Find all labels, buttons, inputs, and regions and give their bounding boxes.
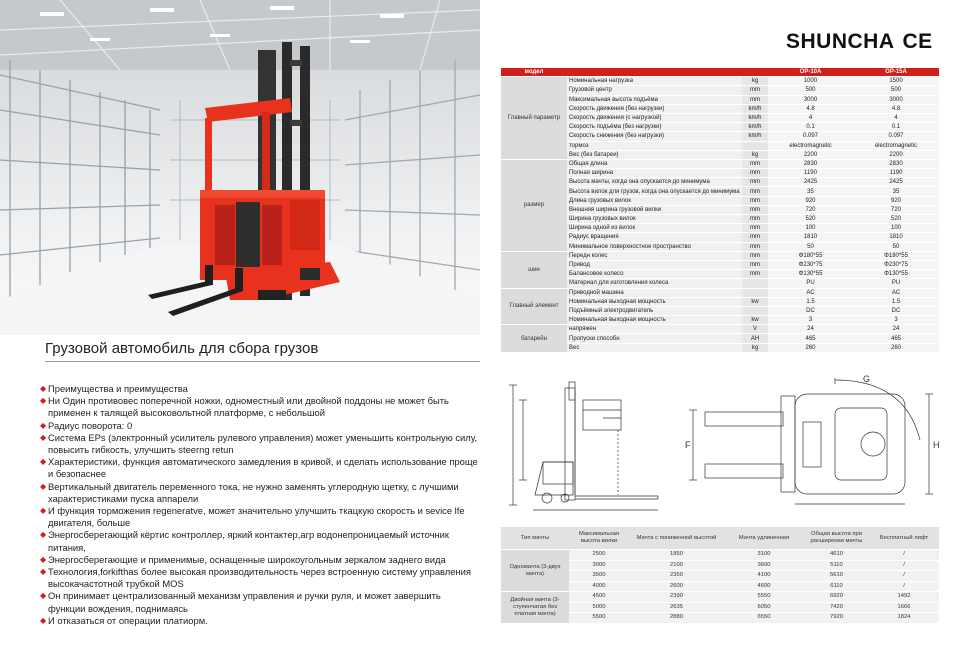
spec-cell-unit: kw (742, 316, 768, 325)
diamond-bullet-icon: ◆ (40, 567, 47, 577)
spec-cell-op10: 1190 (768, 169, 853, 178)
spec-cell-name: Грузовой центр (567, 86, 742, 95)
feature-text: Ни Один противовес поперечной ножки, одноместный или двойной поддоны не может быть применен к талящей высоковольтной платформе, с небольшой (48, 395, 449, 419)
spec-group-battery: батарейн (501, 325, 567, 353)
spec-cell-op10: 720 (768, 205, 853, 214)
list-item (40, 554, 480, 566)
spec-cell-op10: 260 (768, 343, 853, 352)
spec-cell-op10: DC (768, 306, 853, 315)
mast-group-single: Одномачта (3-двух мачта) (501, 550, 569, 592)
mast-header-cell: Максимальная высота вилки (569, 527, 629, 550)
table-row (501, 141, 939, 150)
spec-cell-op15: 2425 (853, 178, 939, 187)
spec-cell-op15: 3000 (853, 95, 939, 104)
spec-cell-name: Высота вилок для грузов, когда она опускается до минимума (567, 187, 742, 196)
mast-header-cell: Бесплатный лифт (869, 527, 939, 550)
feature-text: Энергосберегающий кёртис контроллер, яркий контактер,агр водонепроницаемый источник питания, (48, 529, 450, 553)
table-row (501, 159, 939, 168)
mast-cell: 5610 (804, 571, 869, 582)
spec-cell-op10: 500 (768, 86, 853, 95)
table-row (501, 77, 939, 86)
spec-cell-op15: 4.8 (853, 104, 939, 113)
spec-cell-name: Пропуски способн (567, 334, 742, 343)
spec-cell-name: Привод (567, 260, 742, 269)
spec-cell-op15: 0.097 (853, 132, 939, 141)
spec-cell-unit: mm (742, 205, 768, 214)
spec-header-op15: OP-15A (853, 68, 939, 77)
ce-mark: CE (902, 30, 933, 53)
table-row (501, 233, 939, 242)
mast-cell: 2880 (629, 613, 724, 624)
spec-cell-name: напряжен (567, 325, 742, 334)
spec-cell-op15: Φ130*55 (853, 270, 939, 279)
mast-cell: / (869, 560, 939, 571)
mast-cell: 5110 (804, 560, 869, 571)
spec-cell-unit: AH (742, 334, 768, 343)
feature-text: Вертикальный двигатель переменного тока, не нужно заменять углеродную щетку, с лучшими характеристиками пуска аппарели (48, 480, 459, 504)
mast-cell: 6920 (804, 592, 869, 603)
spec-cell-op10: 1.5 (768, 297, 853, 306)
spec-cell-op15: 3 (853, 316, 939, 325)
table-row (501, 334, 939, 343)
mast-cell: 1850 (629, 550, 724, 561)
spec-cell-op10: electromagnetic (768, 141, 853, 150)
mast-header-cell: Мачта удлиненная (724, 527, 804, 550)
spec-group-main: Главный параметр (501, 77, 567, 160)
table-row (501, 260, 939, 269)
table-row (501, 306, 939, 315)
spec-cell-name: Ширина одной из вилок (567, 224, 742, 233)
diamond-bullet-icon: ◆ (40, 554, 47, 564)
spec-cell-op10: 920 (768, 196, 853, 205)
diamond-bullet-icon: ◆ (40, 530, 47, 540)
list-item (40, 395, 480, 419)
mast-cell: 4100 (724, 571, 804, 582)
mast-cell: 2100 (629, 560, 724, 571)
spec-cell-op10: 100 (768, 224, 853, 233)
spec-header-unit (742, 68, 768, 77)
mast-cell: / (869, 581, 939, 592)
spec-cell-name: Минимальное поверхностное пространство (567, 242, 742, 251)
spec-cell-unit: mm (742, 86, 768, 95)
spec-cell-unit: km/h (742, 113, 768, 122)
spec-cell-op15: 35 (853, 187, 939, 196)
diamond-bullet-icon: ◆ (40, 420, 47, 430)
spec-cell-name: Номинальная выходная мощность (567, 316, 742, 325)
spec-cell-op10: Φ180*55 (768, 251, 853, 260)
spec-cell-unit (742, 306, 768, 315)
dim-label-g: G (863, 374, 871, 384)
table-row (501, 251, 939, 260)
mast-cell: 6050 (724, 602, 804, 613)
mast-table (501, 527, 939, 624)
mast-cell: / (869, 550, 939, 561)
spec-cell-unit: km/h (742, 104, 768, 113)
table-row (501, 113, 939, 122)
feature-list (40, 383, 480, 627)
spec-cell-op10: 24 (768, 325, 853, 334)
spec-cell-op15: AC (853, 288, 939, 297)
spec-cell-unit: mm (742, 159, 768, 168)
spec-cell-op15: 1.5 (853, 297, 939, 306)
mast-cell: 4600 (724, 581, 804, 592)
spec-header-blank (567, 68, 742, 77)
spec-cell-op15: 920 (853, 196, 939, 205)
spec-cell-unit: mm (742, 251, 768, 260)
spec-group-components: Главный элемент (501, 288, 567, 325)
table-row (501, 215, 939, 224)
diamond-bullet-icon: ◆ (40, 506, 47, 516)
table-row (501, 297, 939, 306)
spec-cell-name: Ширина грузовых вилок (567, 215, 742, 224)
spec-cell-op10: 4 (768, 113, 853, 122)
feature-text: Преимущества и преимущества (48, 383, 188, 394)
spec-header-model: модел (501, 68, 567, 77)
mast-header-cell: Мачта с пониженной высотой (629, 527, 724, 550)
mast-cell: 7920 (804, 613, 869, 624)
spec-cell-op15: 1500 (853, 77, 939, 86)
brand-logo (786, 30, 933, 54)
mast-cell: / (869, 571, 939, 582)
spec-cell-unit: mm (742, 215, 768, 224)
spec-cell-name: Материал для изготовления колеса (567, 279, 742, 288)
spec-cell-op10: 0.097 (768, 132, 853, 141)
spec-cell-op15: 1810 (853, 233, 939, 242)
mast-cell: 3500 (569, 571, 629, 582)
spec-cell-name: Передн колес (567, 251, 742, 260)
mast-header-row (501, 527, 939, 550)
table-row (501, 550, 939, 561)
mast-cell: 4000 (569, 581, 629, 592)
feature-text: Он принимает централизованный механизм управления и ручки руля, и может завершить функции вождения, поднимаясь (48, 590, 441, 614)
spec-cell-op10: 2425 (768, 178, 853, 187)
diamond-bullet-icon: ◆ (40, 481, 47, 491)
mast-cell: 1666 (869, 602, 939, 613)
spec-cell-unit: mm (742, 224, 768, 233)
title-divider (45, 361, 480, 362)
top-view-drawing (685, 370, 940, 515)
spec-cell-unit: kg (742, 150, 768, 159)
diamond-bullet-icon: ◆ (40, 384, 47, 393)
spec-cell-op15: 520 (853, 215, 939, 224)
table-row (501, 169, 939, 178)
feature-text: И отказаться от операции платиорм. (48, 614, 208, 626)
list-item (40, 420, 480, 432)
spec-cell-op10: 520 (768, 215, 853, 224)
mast-cell: 7420 (804, 602, 869, 613)
table-row (501, 205, 939, 214)
spec-cell-unit: km/h (742, 132, 768, 141)
spec-cell-name: Вес (567, 343, 742, 352)
mast-cell: 5550 (724, 592, 804, 603)
spec-cell-unit: kw (742, 297, 768, 306)
spec-cell-op10: 50 (768, 242, 853, 251)
spec-cell-unit (742, 288, 768, 297)
mast-cell: 5500 (569, 613, 629, 624)
table-row (501, 592, 939, 603)
list-item (40, 456, 480, 480)
mast-cell: 3000 (569, 560, 629, 571)
spec-cell-unit: mm (742, 196, 768, 205)
spec-cell-op10: 1000 (768, 77, 853, 86)
spec-cell-name: Скорость снижения (без нагрузки) (567, 132, 742, 141)
table-row (501, 279, 939, 288)
page-title: Грузовой автомобиль для сбора грузов (45, 340, 319, 357)
list-item (40, 615, 480, 627)
spec-table (501, 68, 939, 353)
spec-cell-name: Скорость движения (с нагрузкой) (567, 113, 742, 122)
spec-cell-op10: 35 (768, 187, 853, 196)
table-row (501, 343, 939, 352)
mast-header-cell: Общая высота при расширении мачты (804, 527, 869, 550)
spec-cell-op10: Φ230*75 (768, 260, 853, 269)
table-row (501, 325, 939, 334)
table-row (501, 288, 939, 297)
spec-cell-name: Подъёмный электродвигатель (567, 306, 742, 315)
mast-cell: 2600 (629, 581, 724, 592)
spec-cell-op15: PU (853, 279, 939, 288)
mast-cell: 2350 (629, 571, 724, 582)
mast-cell: 3100 (724, 550, 804, 561)
spec-cell-op10: 2830 (768, 159, 853, 168)
mast-cell: 1492 (869, 592, 939, 603)
table-row (501, 104, 939, 113)
list-item (40, 566, 480, 590)
spec-cell-unit (742, 141, 768, 150)
spec-cell-name: Балансовое колесо (567, 270, 742, 279)
spec-cell-op10: 4.8 (768, 104, 853, 113)
spec-cell-op10: 2200 (768, 150, 853, 159)
spec-cell-op15: 0.1 (853, 123, 939, 132)
spec-cell-op15: 465 (853, 334, 939, 343)
spec-cell-op10: 3 (768, 316, 853, 325)
spec-cell-op15: 720 (853, 205, 939, 214)
diamond-bullet-icon: ◆ (40, 615, 47, 625)
spec-cell-op10: 1810 (768, 233, 853, 242)
list-item (40, 383, 480, 395)
spec-cell-op15: 260 (853, 343, 939, 352)
mast-cell: 4500 (569, 592, 629, 603)
spec-cell-name: Скорость движения (без нагрузки) (567, 104, 742, 113)
spec-cell-name: Вес (без батареи) (567, 150, 742, 159)
spec-cell-op15: 1190 (853, 169, 939, 178)
mast-group-double: Двойная мачта (3- ступенчатая без платная мачта) (501, 592, 569, 624)
spec-cell-op10: PU (768, 279, 853, 288)
spec-group-size: размер (501, 159, 567, 251)
mast-cell: 3600 (724, 560, 804, 571)
mast-cell: 5000 (569, 602, 629, 613)
table-row (501, 95, 939, 104)
diamond-bullet-icon: ◆ (40, 396, 47, 406)
table-row (501, 123, 939, 132)
dim-label-f: F (685, 440, 691, 450)
order-picker-forklift-photo (0, 0, 480, 335)
spec-cell-unit (742, 279, 768, 288)
table-row (501, 270, 939, 279)
feature-text: Характеристики, функция автоматического замедления в кривой, и сделать использование проще и безопаснее (48, 456, 478, 480)
spec-cell-op15: 2830 (853, 159, 939, 168)
spec-group-tires: шин (501, 251, 567, 288)
table-row (501, 86, 939, 95)
spec-cell-op15: 24 (853, 325, 939, 334)
feature-text: Энергосберегающие и применимые, оснащенные широкоугольным зеркалом заднего вида (48, 553, 446, 565)
spec-header-op10: OP-10A (768, 68, 853, 77)
spec-cell-unit: V (742, 325, 768, 334)
spec-cell-name: Максимальная высота подъёма (567, 95, 742, 104)
hero-image (0, 0, 480, 335)
spec-cell-name: Номинальная выходная мощность (567, 297, 742, 306)
spec-cell-op15: 50 (853, 242, 939, 251)
spec-cell-op10: Φ130*55 (768, 270, 853, 279)
spec-cell-op10: 3000 (768, 95, 853, 104)
spec-cell-name: Общая длина (567, 159, 742, 168)
list-item (40, 505, 480, 529)
spec-cell-unit: mm (742, 270, 768, 279)
table-row (501, 316, 939, 325)
dim-label-h: H (933, 440, 940, 450)
spec-cell-unit: mm (742, 169, 768, 178)
list-item (40, 432, 480, 456)
list-item (40, 481, 480, 505)
spec-cell-op15: electromagnetic (853, 141, 939, 150)
spec-cell-name: Внешняя ширина грузовой вилки (567, 205, 742, 214)
spec-cell-op10: 0.1 (768, 123, 853, 132)
spec-header-row (501, 68, 939, 77)
table-row (501, 242, 939, 251)
spec-cell-name: Номинальная нагрузка (567, 77, 742, 86)
brand-name: SHUNCHA (786, 30, 895, 53)
diamond-bullet-icon: ◆ (40, 432, 47, 442)
spec-cell-unit: kg (742, 343, 768, 352)
spec-cell-op15: DC (853, 306, 939, 315)
spec-cell-op10: AC (768, 288, 853, 297)
spec-cell-name: Скорость подъёма (без нагрузки) (567, 123, 742, 132)
mast-cell: 6550 (724, 613, 804, 624)
spec-cell-name: Высота мачты, когда она опускается до минимума (567, 178, 742, 187)
spec-cell-unit: mm (742, 95, 768, 104)
table-row (501, 132, 939, 141)
mast-header-cell: Тип мачты (501, 527, 569, 550)
spec-cell-op15: Φ230*75 (853, 260, 939, 269)
mast-cell: 4610 (804, 550, 869, 561)
spec-cell-unit: kg (742, 77, 768, 86)
spec-cell-name: Полная ширина (567, 169, 742, 178)
spec-cell-op15: 100 (853, 224, 939, 233)
spec-cell-unit: mm (742, 178, 768, 187)
mast-cell: 2500 (569, 550, 629, 561)
mast-cell: 6110 (804, 581, 869, 592)
spec-cell-unit: mm (742, 260, 768, 269)
spec-cell-op15: 500 (853, 86, 939, 95)
mast-cell: 2390 (629, 592, 724, 603)
table-row (501, 196, 939, 205)
diamond-bullet-icon: ◆ (40, 457, 47, 467)
spec-cell-unit: mm (742, 233, 768, 242)
feature-text: Система EPs (электронный усилитель рулевого управления) может уменьшить контрольную силу, повысить гибкость, улучшить steerng retun (48, 431, 478, 456)
spec-cell-op15: 4 (853, 113, 939, 122)
feature-text: Радиус поворота: 0 (48, 419, 133, 431)
list-item (40, 529, 480, 553)
feature-text: Технология,forkifthas более высокая производительность через встроенную систему управления высокачастотной трубкой MOS (48, 566, 471, 590)
table-row (501, 224, 939, 233)
table-row (501, 178, 939, 187)
spec-cell-name: Длина грузовых вилок (567, 196, 742, 205)
feature-text: И функция торможения regeneratve, может значительно улучшить ткацкую скорость и sevice lfe двигателя, больше (48, 505, 465, 529)
list-item (40, 590, 480, 614)
spec-cell-unit: mm (742, 187, 768, 196)
spec-cell-op15: Φ180*55 (853, 251, 939, 260)
spec-cell-op15: 2200 (853, 150, 939, 159)
spec-cell-op10: 465 (768, 334, 853, 343)
table-row (501, 187, 939, 196)
spec-cell-name: Радиус вращения (567, 233, 742, 242)
mast-cell: 2635 (629, 602, 724, 613)
diamond-bullet-icon: ◆ (40, 591, 47, 601)
table-row (501, 150, 939, 159)
mast-cell: 1824 (869, 613, 939, 624)
spec-cell-name: Приводной машина (567, 288, 742, 297)
spec-cell-name: тормоз (567, 141, 742, 150)
spec-cell-unit: km/h (742, 123, 768, 132)
spec-cell-unit: mm (742, 242, 768, 251)
